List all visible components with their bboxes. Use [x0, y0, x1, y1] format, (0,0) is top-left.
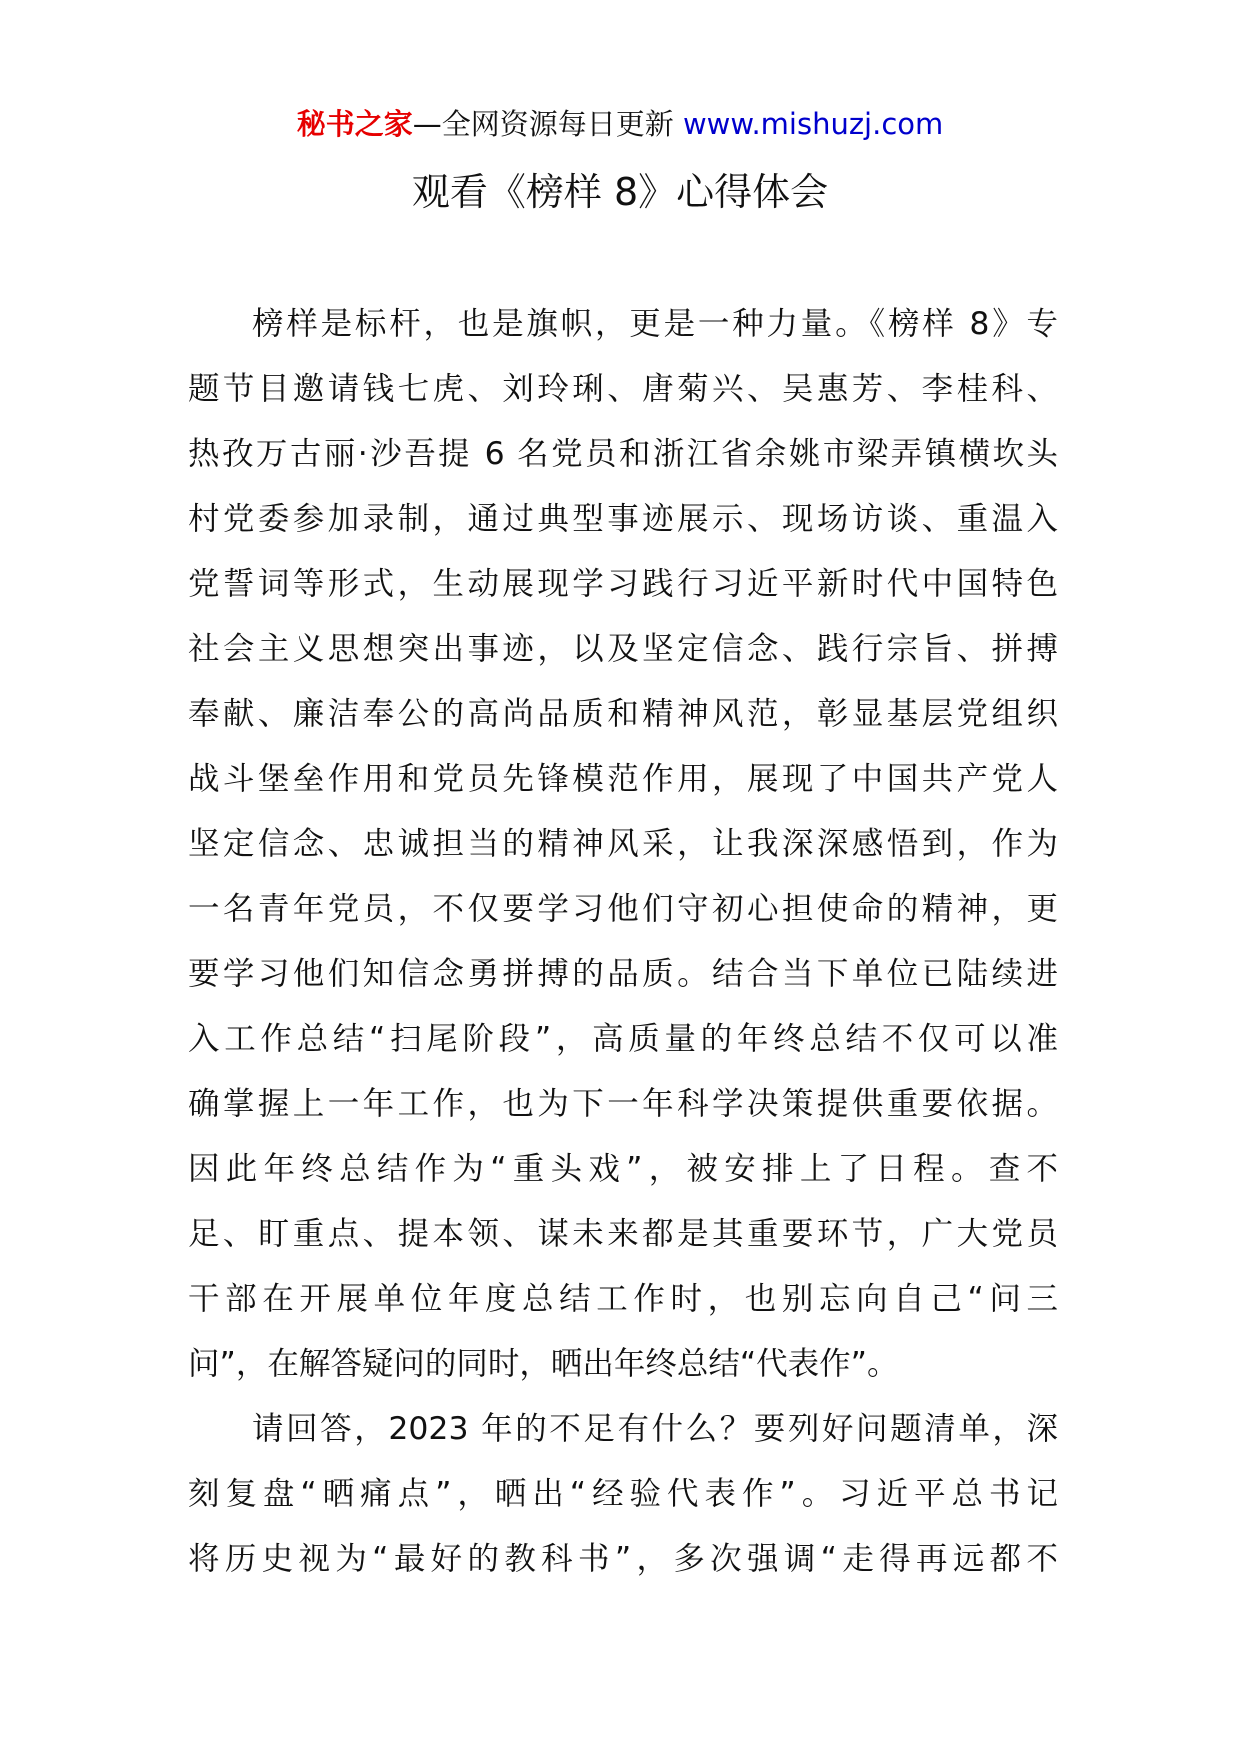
- text-line: 奉献、廉洁奉公的高尚品质和精神风范，彰显基层党组织: [188, 696, 1058, 732]
- text-line: 一名青年党员，不仅要学习他们守初心担使命的精神，更: [188, 891, 1058, 927]
- document-body: [188, 292, 1058, 1592]
- text-line: 榜样是标杆，也是旗帜，更是一种力量。《榜样 8》专: [252, 306, 1058, 342]
- header-tagline: —全网资源每日更新: [412, 107, 683, 141]
- text-line: 战斗堡垒作用和党员先锋模范作用，展现了中国共产党人: [188, 761, 1058, 797]
- text-line: 刻复盘“晒痛点”，晒出“经验代表作”。习近平总书记: [188, 1476, 1058, 1512]
- text-line: 题节目邀请钱七虎、刘玲琍、唐菊兴、吴惠芳、李桂科、: [188, 371, 1058, 407]
- brand-name: 秘书之家: [296, 107, 413, 141]
- text-line: 坚定信念、忠诚担当的精神风采，让我深深感悟到，作为: [188, 826, 1058, 862]
- site-url-link[interactable]: www.mishuzj.com: [682, 107, 944, 141]
- text-line: 干部在开展单位年度总结工作时，也别忘向自己“问三: [188, 1281, 1058, 1317]
- text-line: 村党委参加录制，通过典型事迹展示、现场访谈、重温入: [188, 501, 1058, 537]
- text-line: 因此年终总结作为“重头戏”，被安排上了日程。查不: [188, 1151, 1058, 1187]
- text-line: 足、盯重点、提本领、谋未来都是其重要环节，广大党员: [188, 1216, 1058, 1252]
- text-line: 入工作总结“扫尾阶段”，高质量的年终总结不仅可以准: [188, 1021, 1058, 1057]
- text-line: 确掌握上一年工作，也为下一年科学决策提供重要依据。: [188, 1086, 1058, 1122]
- text-line: 问”，在解答疑问的同时，晒出年终总结“代表作”。: [188, 1346, 899, 1382]
- paragraph-1: [188, 292, 1058, 1397]
- text-line: 将历史视为“最好的教科书”，多次强调“走得再远都不: [188, 1541, 1058, 1577]
- text-line: 党誓词等形式，生动展现学习践行习近平新时代中国特色: [188, 566, 1058, 602]
- text-line: 热孜万古丽·沙吾提 6 名党员和浙江省余姚市梁弄镇横坎头: [188, 436, 1058, 472]
- text-line: 要学习他们知信念勇拼搏的品质。结合当下单位已陆续进: [188, 956, 1058, 992]
- site-header: [0, 100, 1240, 148]
- text-line: 请回答，2023 年的不足有什么？要列好问题清单，深: [252, 1411, 1058, 1447]
- document-title: 观看《榜样 8》心得体会: [411, 170, 829, 214]
- text-line: 社会主义思想突出事迹，以及坚定信念、践行宗旨、拼搏: [188, 631, 1058, 667]
- paragraph-2: [188, 1397, 1058, 1592]
